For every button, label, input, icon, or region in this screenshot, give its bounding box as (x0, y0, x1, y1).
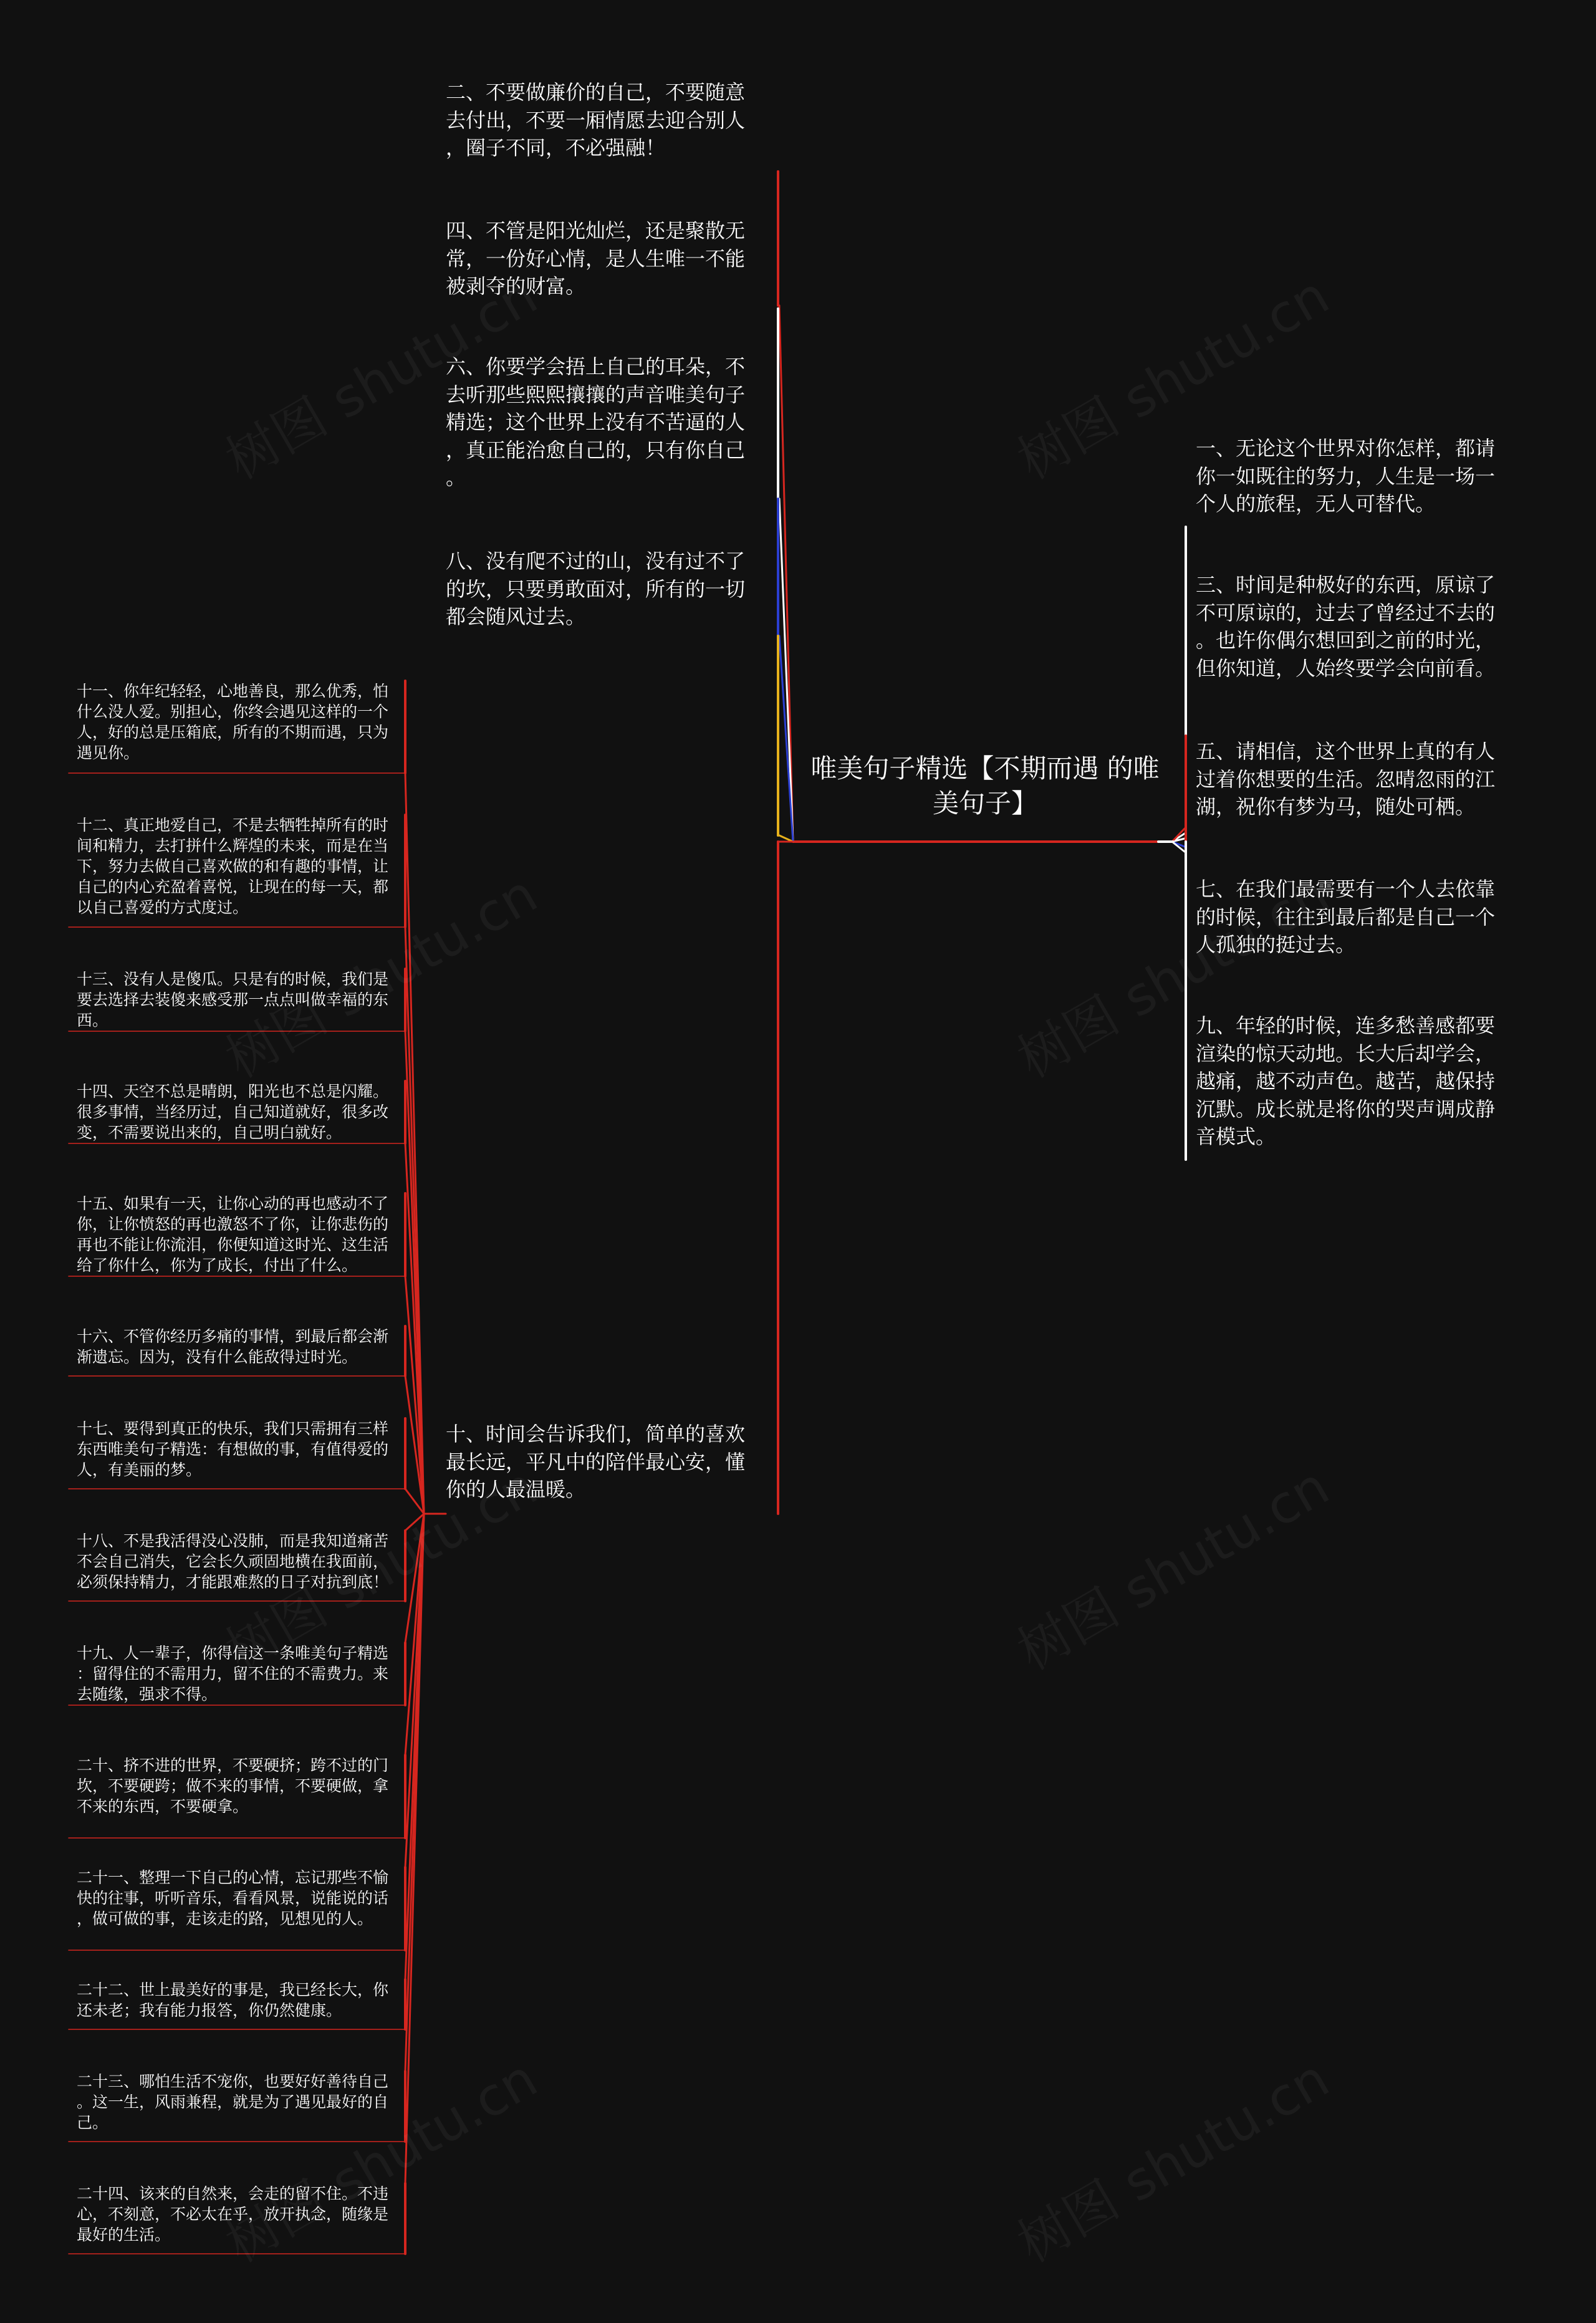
sub-topic[interactable]: 二十四、该来的自然来，会走的留不住。不违 心，不刻意，不必太在乎，放开执念，随缘是 最好的生活。 (77, 2185, 389, 2244)
sub-branch-connector (405, 1514, 424, 2183)
sub-topic[interactable]: 十二、真正地爱自己，不是去牺牲掉所有的时 间和精力，去打拼什么辉煌的未来，而是在当 下，努力去做自己喜欢做的和有趣的事情，让 自己的内心充盈着喜悦，让现在的每一天，都 以自己喜爱的方式度过。 (77, 816, 389, 916)
right-topic[interactable]: 九、年轻的时候，连多愁善感都要 渲染的惊天动地。长大后却学会， 越痛，越不动声色。越苦，越保持 沉默。成长就是将你的哭声调成静 音模式。 (1196, 1014, 1496, 1148)
left-topic[interactable]: 四、不管是阳光灿烂，还是聚散无 常，一份好心情，是人生唯一不能 被剥夺的财富。 (446, 219, 746, 298)
right-topic[interactable]: 七、在我们最需要有一个人去依靠 的时候，往往到最后都是自己一个 人孤独的挺过去。 (1196, 877, 1496, 956)
sub-topic[interactable]: 十七、要得到真正的快乐，我们只需拥有三样 东西唯美句子精选：有想做的事，有值得爱的 人，有美丽的梦。 (77, 1420, 389, 1479)
sub-topic[interactable]: 十九、人一辈子，你得信这一条唯美句子精选 ：留得住的不需用力，留不住的不需费力。来 去随缘，强求不得。 (77, 1644, 389, 1703)
sub-topic[interactable]: 二十一、整理一下自己的心情，忘记那些不愉 快的往事，听听音乐，看看风景，说能说的话 ，做可做的事，走该走的路，见想见的人。 (77, 1868, 389, 1928)
sub-topic[interactable]: 十三、没有人是傻瓜。只是有的时候，我们是 要去选择去装傻来感受那一点点叫做幸福的东 西。 (77, 970, 389, 1029)
sub-topic[interactable]: 十五、如果有一天，让你心动的再也感动不了 你，让你愤怒的再也激怒不了你，让你悲伤的 再也不能让你流泪，你便知道这时光、这生活 给了你什么，你为了成长，付出了什么。 (77, 1195, 389, 1274)
root-topic[interactable]: 唯美句子精选【不期而遇 的唯美句子】 (810, 753, 1160, 819)
sub-topic[interactable]: 二十三、哪怕生活不宠你，也要好好善待自己 。这一生，风雨兼程，就是为了遇见最好的自 己。 (77, 2072, 389, 2132)
left-topic[interactable]: 二、不要做廉价的自己，不要随意 去付出，不要一厢情愿去迎合别人 ，圈子不同，不必强融！ (446, 80, 746, 160)
right-topic[interactable]: 一、无论这个世界对你怎样，都请 你一如既往的努力，人生是一场一 个人的旅程，无人可替代。 (1196, 436, 1496, 516)
left-topic[interactable]: 八、没有爬不过的山，没有过不了 的坎，只要勇敢面对，所有的一切 都会随风过去。 (446, 549, 746, 628)
right-topic[interactable]: 三、时间是种极好的东西，原谅了 不可原谅的，过去了曾经过不去的 。也许你偶尔想回到之前的时光， 但你知道，人始终要学会向前看。 (1196, 573, 1496, 680)
right-topic[interactable]: 五、请相信，这个世界上真的有人 过着你想要的生活。忽晴忽雨的江 湖，祝你有梦为马，随处可栖。 (1196, 739, 1496, 819)
sub-topic[interactable]: 二十二、世上最美好的事是，我已经长大，你 还未老；我有能力报答，你仍然健康。 (77, 1981, 389, 2019)
sub-topic[interactable]: 十四、天空不总是晴朗，阳光也不总是闪耀。 很多事情，当经历过，自己知道就好，很多改 变，不需要说出来的，自己明白就好。 (77, 1082, 389, 1142)
sub-topic[interactable]: 二十、挤不进的世界，不要硬挤；跨不过的门 坎，不要硬跨；做不来的事情，不要硬做，拿 不来的东西，不要硬拿。 (77, 1756, 389, 1816)
left-topic[interactable]: 六、你要学会捂上自己的耳朵，不 去听那些熙熙攘攘的声音唯美句子 精选；这个世界上没有不苦逼的人 ，真正能治愈自己的，只有你自己 。 (446, 355, 746, 489)
sub-topic[interactable]: 十一、你年纪轻轻，心地善良，那么优秀，怕 什么没人爱。别担心，你终会遇见这样的一个 人，好的总是压箱底，所有的不期而遇，只为 遇见你。 (77, 682, 389, 762)
left-topic[interactable]: 十、时间会告诉我们，简单的喜欢 最长远，平凡中的陪伴最心安，懂 你的人最温暖。 (446, 1422, 746, 1501)
sub-topic[interactable]: 十八、不是我活得没心没肺，而是我知道痛苦 不会自己消失，它会长久顽固地横在我面前， 必须保持精力，才能跟难熬的日子对抗到底！ (77, 1532, 389, 1591)
sub-topic[interactable]: 十六、不管你经历多痛的事情，到最后都会渐 渐遗忘。因为，没有什么能敌得过时光。 (77, 1327, 389, 1366)
